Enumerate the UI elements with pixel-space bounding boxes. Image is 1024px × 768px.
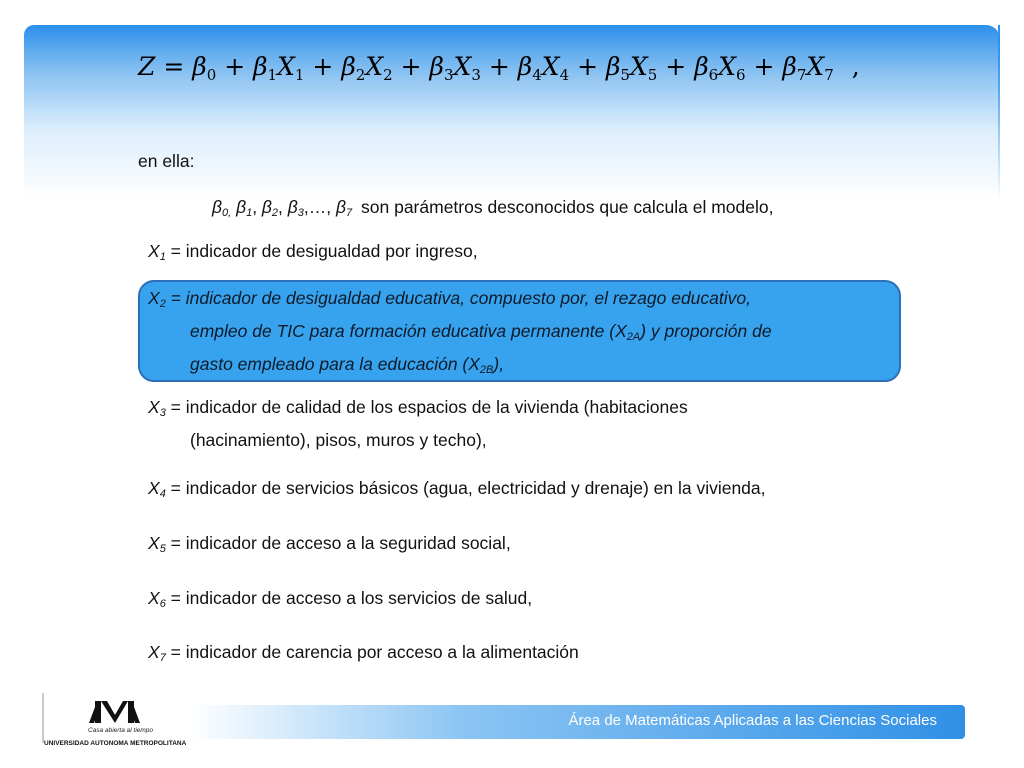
definition-x7: $X_7$ = indicador de carencia por acceso a la alimentación <box>148 642 579 664</box>
eq-term-1: $\beta_1X_1$ <box>253 52 305 84</box>
eq-term-6: $\beta_6X_6$ <box>694 52 746 84</box>
footer-department: Área de Matemáticas Aplicadas a las Ciencias Sociales <box>568 712 937 729</box>
definition-x4: $X_4$ = indicador de servicios básicos (agua, electricidad y drenaje) en la vivienda, <box>148 478 766 500</box>
intro-text: en ella: <box>138 151 195 171</box>
definition-x5: $X_5$ = indicador de acceso a la seguridad social, <box>148 533 511 555</box>
definition-x3: $X_3$ = indicador de calidad de los espacios de la vivienda (habitaciones (hacinamiento), pisos, muros y techo), <box>148 397 688 450</box>
logo-tagline: Casa abierta al tiempo <box>88 727 154 734</box>
definition-x6: $X_6$ = indicador de acceso a los servicios de salud, <box>148 588 533 610</box>
eq-plus: + <box>665 52 687 81</box>
eq-term-2: $\beta_2X_2$ <box>341 52 393 84</box>
regression-equation <box>138 52 938 98</box>
eq-equals: = <box>163 52 185 81</box>
eq-plus: + <box>400 52 422 81</box>
definition-x2: $X_2$ = indicador de desigualdad educativa, compuesto por, el rezago educativo, empleo de TIC para formación educativa permanente $(X_{2A})$ y proporción de gasto empleado para la educación $(X_{2B})$, <box>148 288 772 376</box>
eq-plus: + <box>753 52 775 81</box>
eq-plus: + <box>312 52 334 81</box>
eq-term-0: $\beta_0$ <box>192 52 217 84</box>
parameters-line: $\beta_{0,}$ $\beta_1$, $\beta_2$, $\beta_3,\dots$, $\beta_7$ son parámetros desconocidos que calcula el modelo, <box>212 197 774 219</box>
eq-plus: + <box>488 52 510 81</box>
eq-term-5: $\beta_5X_5$ <box>605 52 658 84</box>
eq-plus: + <box>577 52 599 81</box>
eq-term-7: $\beta_7X_7$ <box>782 52 834 84</box>
eq-plus: + <box>224 52 246 81</box>
eq-term-3: $\beta_3X_3$ <box>429 52 481 84</box>
parameters-description: son parámetros desconocidos que calcula el modelo, <box>361 197 774 217</box>
eq-trailing-comma: , <box>851 52 860 81</box>
footer-bar <box>190 705 965 739</box>
definition-x1: $X_1$ = indicador de desigualdad por ingreso, <box>148 241 478 263</box>
logo-university-name: UNIVERSIDAD AUTONOMA METROPOLITANA <box>44 740 187 747</box>
eq-lhs: Z <box>138 52 156 81</box>
eq-term-4: $\beta_4X_4$ <box>517 52 570 84</box>
